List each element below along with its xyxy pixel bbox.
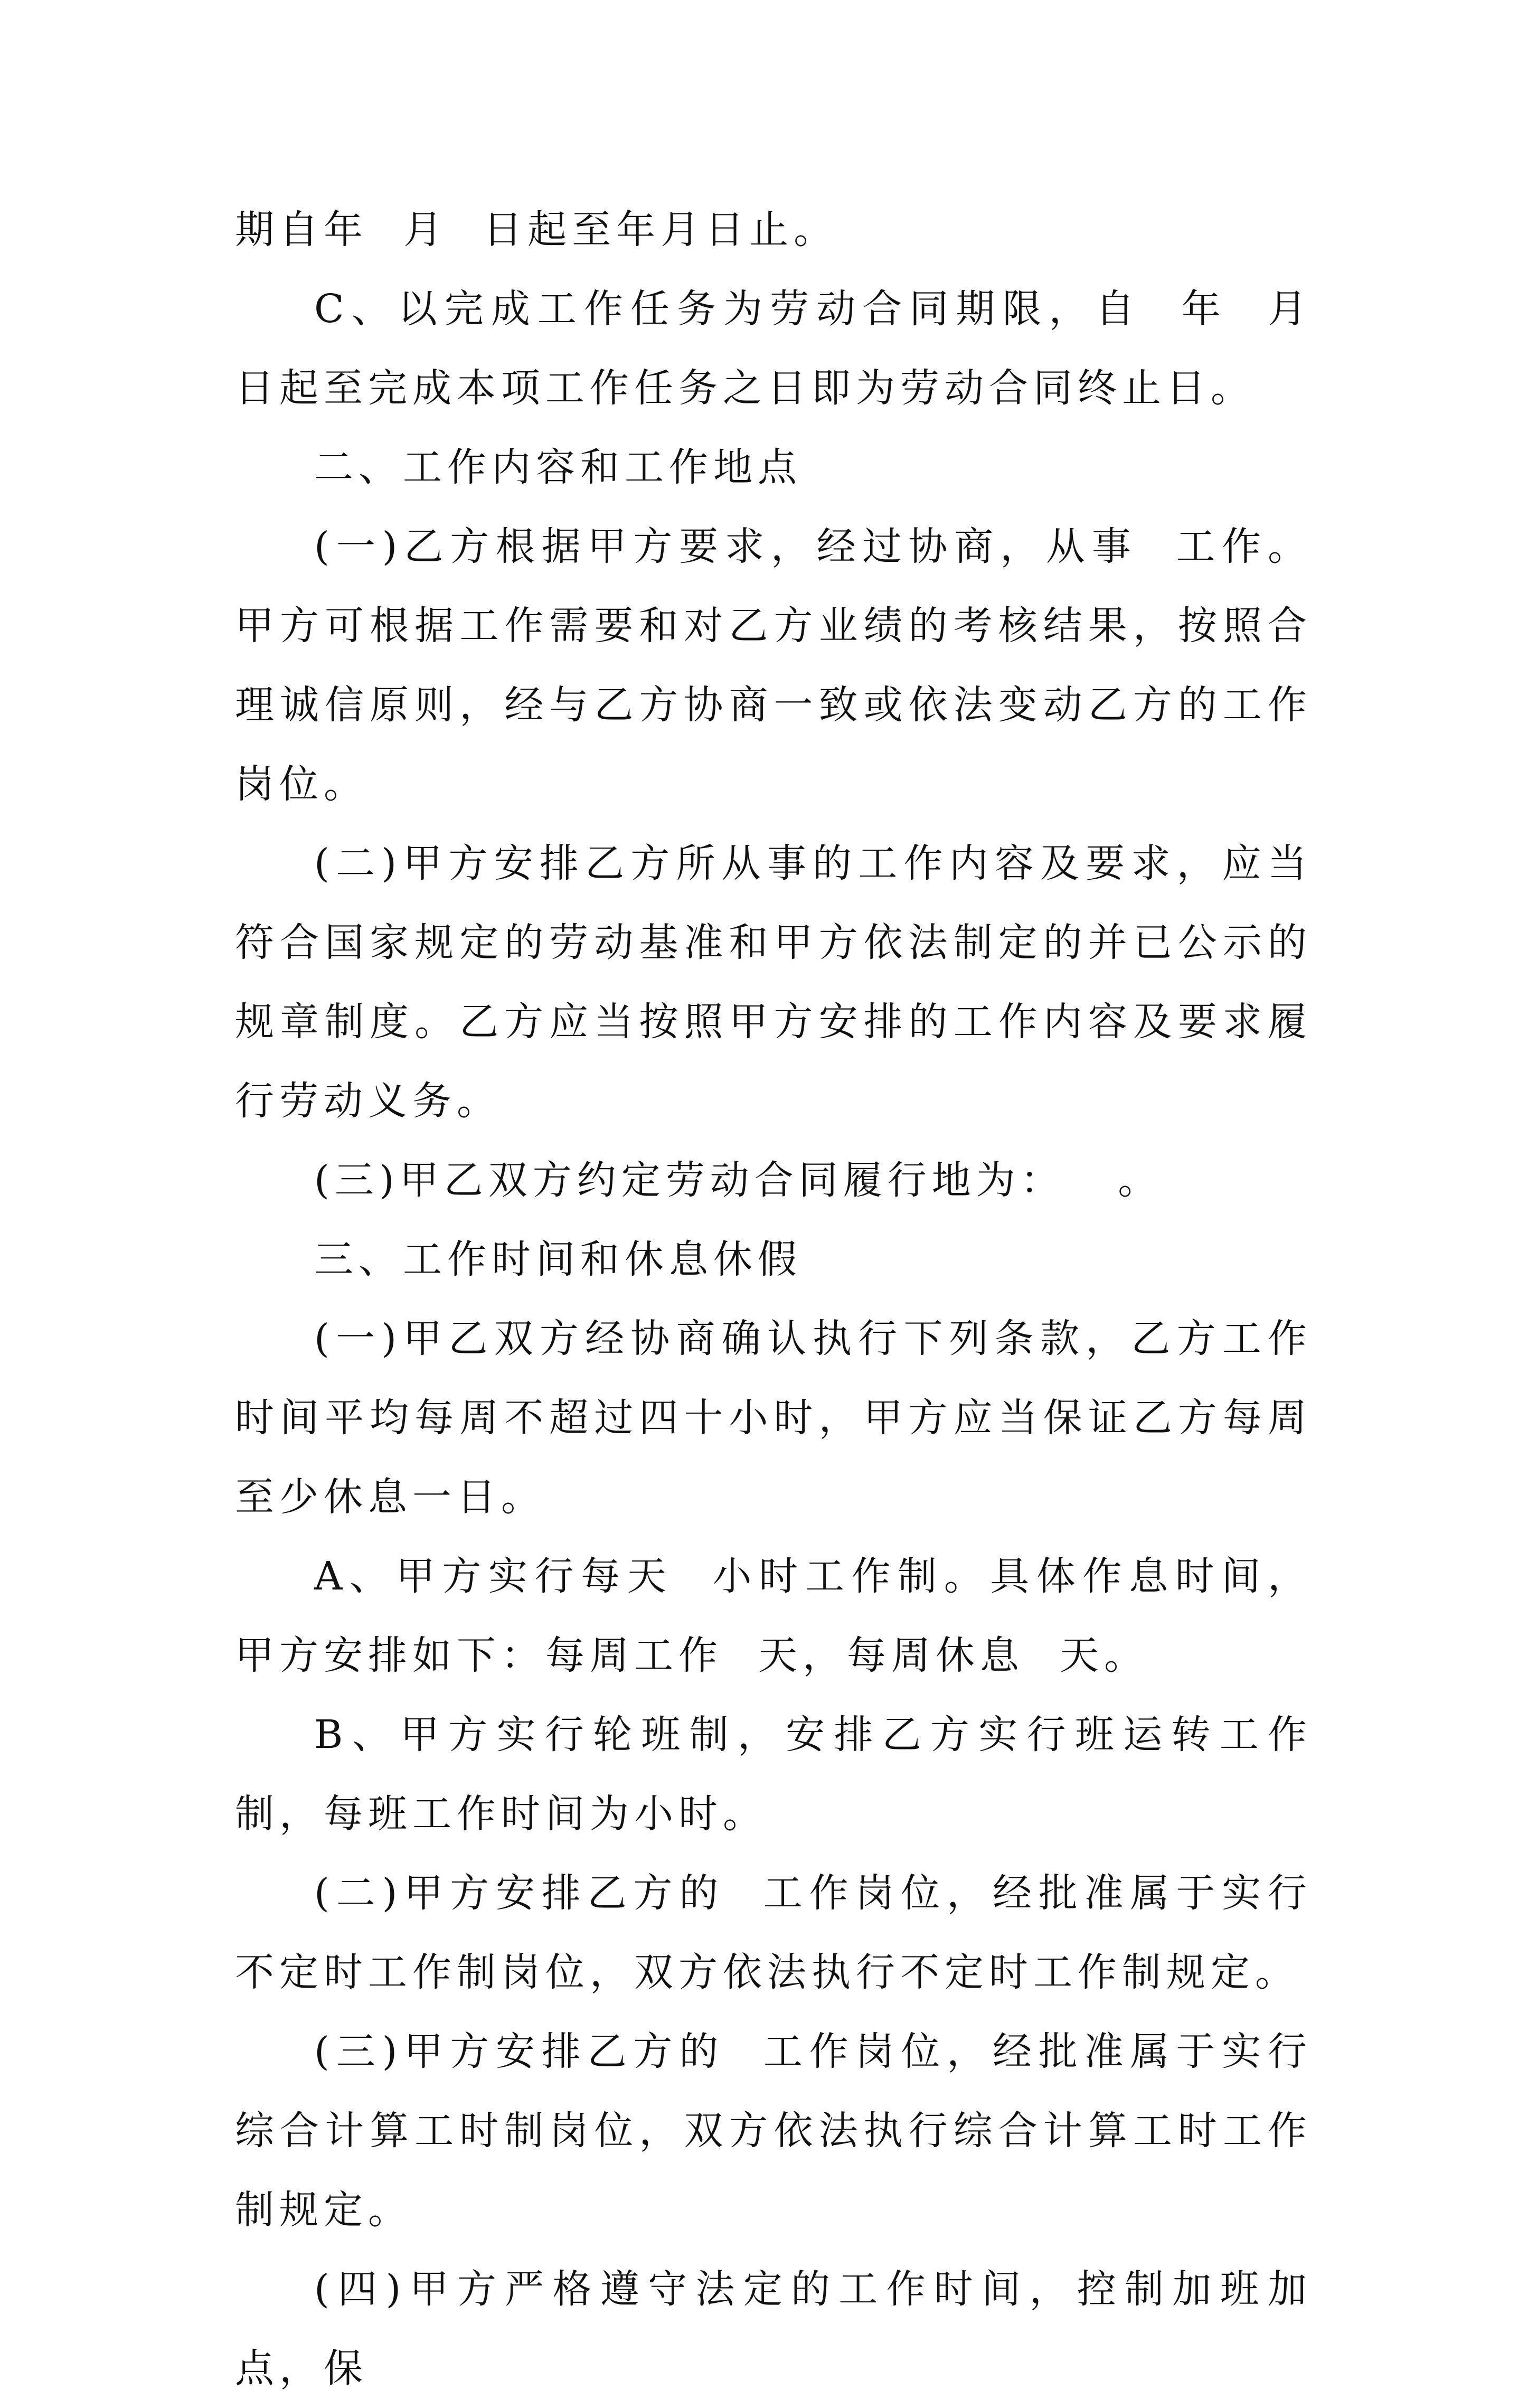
paragraph-overtime-control: (四)甲方严格遵守法定的工作时间，控制加班加点，保 [235,2266,1312,2391]
paragraph-work-content-2: (二)甲方安排乙方所从事的工作内容及要求，应当符合国家规定的劳动基准和甲方依法制定的并已公示的规章制度。乙方应当按照甲方安排的工作内容及要求履行劳动义务。 [235,841,1312,1124]
paragraph-term-task-based: C、以完成工作任务为劳动合同期限，自 年 月 日起至完成本项工作任务之日即为劳动合同终止日。 [235,286,1348,411]
paragraph-comprehensive-hours: (三)甲方安排乙方的 工作岗位，经批准属于实行综合计算工时制岗位，双方依法执行综合计算工时工作制规定。 [235,2029,1312,2233]
paragraph-standard-hours: A、甲方实行每天 小时工作制。具体作息时间，甲方安排如下：每周工作 天，每周休息 天。 [235,1554,1312,1678]
contract-body [235,190,1348,2408]
paragraph-work-location: (三)甲乙双方约定劳动合同履行地为： 。 [314,1158,1163,1203]
paragraph-work-content-1: (一)乙方根据甲方要求，经过协商，从事 工作。甲方可根据工作需要和对乙方业绩的考核结果，按照合理诚信原则，经与乙方协商一致或依法变动乙方的工作岗位。 [235,524,1312,807]
paragraph-work-hours-1: (一)甲乙双方经协商确认执行下列条款，乙方工作时间平均每周不超过四十小时，甲方应当保证乙方每周至少休息一日。 [235,1316,1312,1520]
paragraph-flexible-hours: (二)甲方安排乙方的 工作岗位，经批准属于实行不定时工作制岗位，双方依法执行不定时工作制规定。 [235,1870,1312,1995]
section-heading-work-content: 二、工作内容和工作地点 [314,445,802,490]
paragraph-term-period-end: 期自年 月 日起至年月日止。 [235,207,838,252]
section-heading-work-hours: 三、工作时间和休息休假 [314,1237,802,1282]
paragraph-shift-system: B、甲方实行轮班制，安排乙方实行班运转工作制，每班工作时间为小时。 [235,1712,1312,1837]
